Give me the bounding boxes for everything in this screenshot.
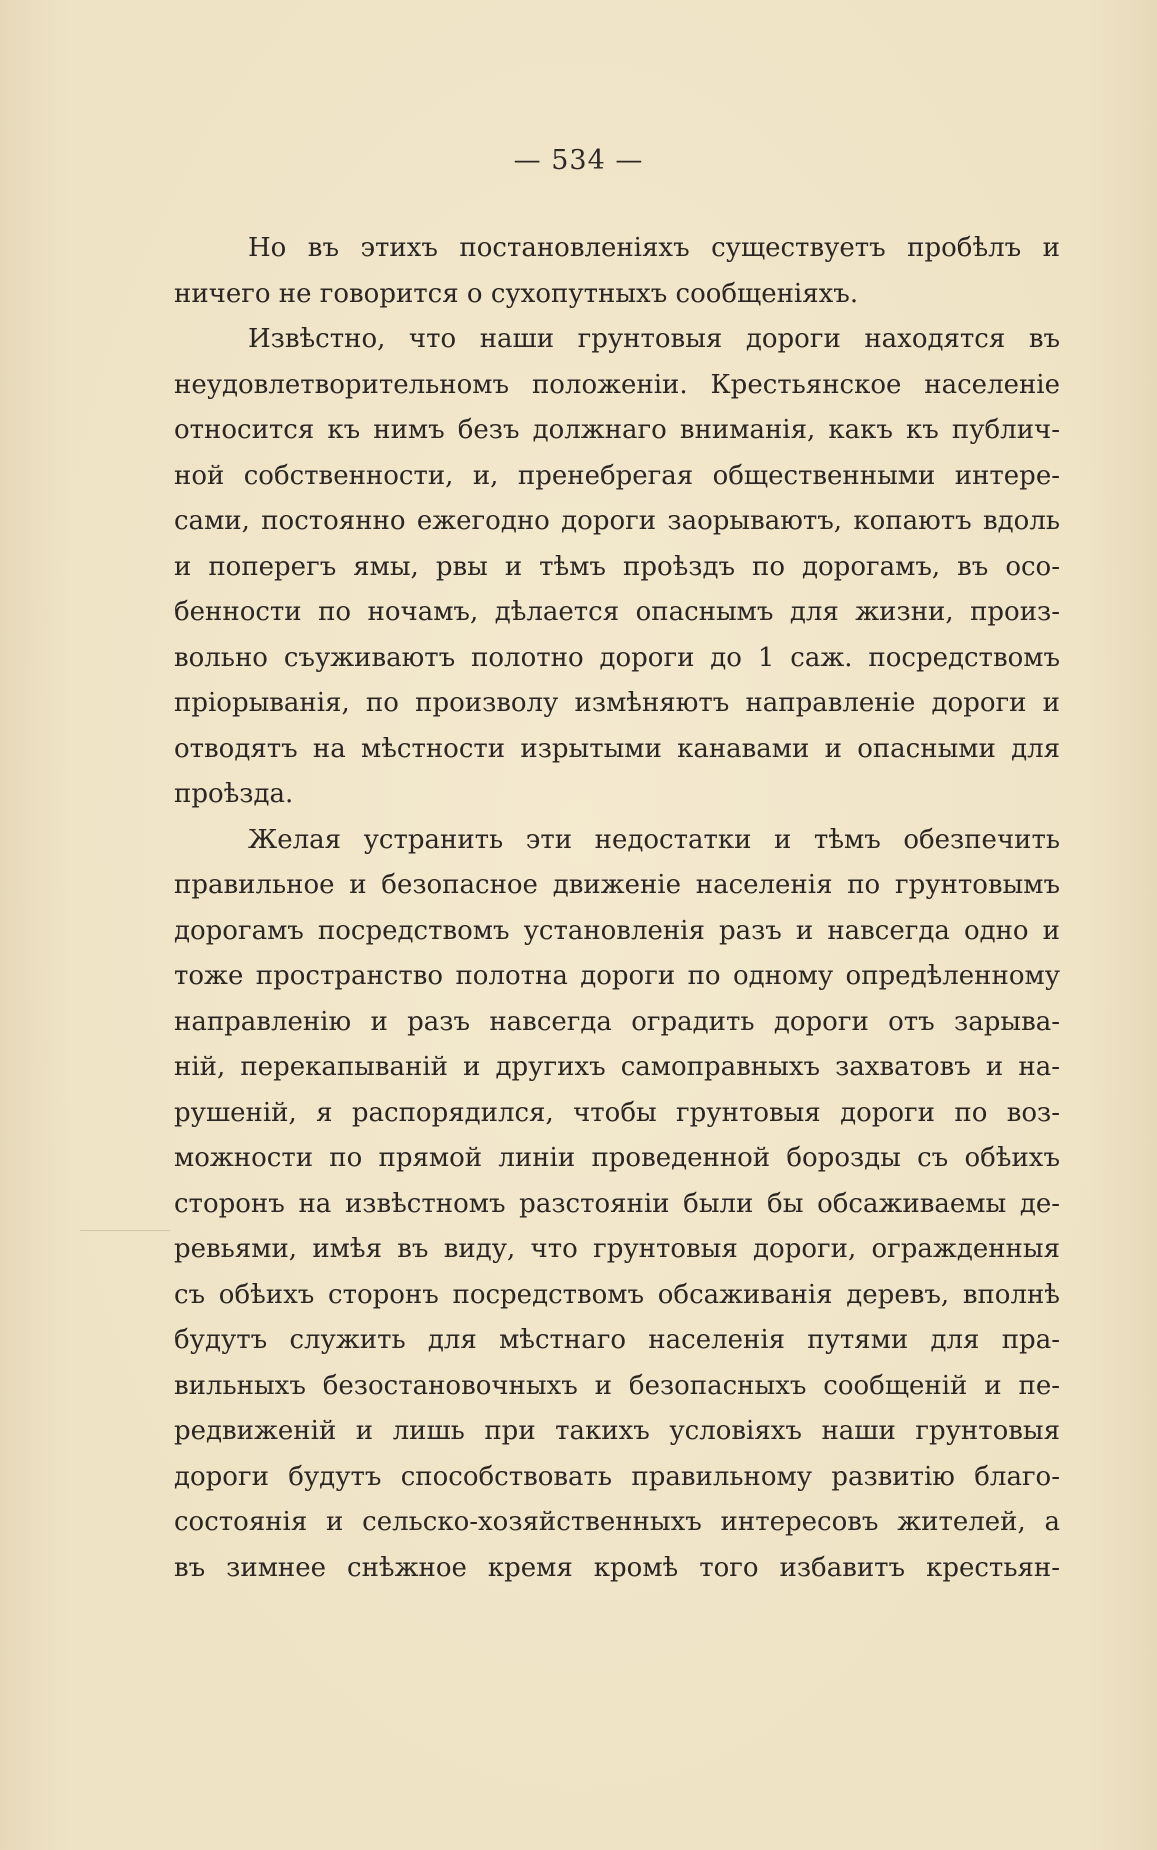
text-line: Желая устранить эти недостатки и тѣмъ обезпечить — [248, 824, 1060, 855]
paragraph-3 — [174, 818, 1060, 1592]
paragraph-2 — [174, 317, 1060, 818]
text-line: направленію и разъ навсегда оградить дороги отъ зарыва- — [174, 1006, 1060, 1037]
text-line: проѣзда. — [174, 779, 294, 809]
text-line: ній, перекапываній и другихъ самоправныхъ захватовъ и на- — [174, 1052, 1060, 1082]
paragraph-1 — [174, 226, 1060, 317]
text-line: ничего не говорится о сухопутныхъ сообщеніяхъ. — [174, 278, 859, 309]
text-line: редвиженій и лишь при такихъ условіяхъ наши грунтовыя — [174, 1416, 1060, 1446]
text-line: пріорыванія, по произволу измѣняютъ направленіе дороги и — [174, 688, 1060, 718]
text-line: вильныхъ безостановочныхъ и безопасныхъ сообщеній и пе- — [174, 1370, 1060, 1401]
text-line: дороги будутъ способствовать правильному развитію благо- — [174, 1461, 1060, 1492]
text-line: ревьями, имѣя въ виду, что грунтовыя дороги, огражденныя — [174, 1234, 1060, 1264]
page-number: — 534 — — [513, 145, 644, 176]
text-line: вольно съуживаютъ полотно дороги до 1 саж. посредствомъ — [174, 642, 1060, 673]
text-line: отводятъ на мѣстности изрытыми канавами и опасными для — [174, 733, 1060, 764]
text-line: въ зимнее снѣжное кремя кромѣ того избавитъ крестьян- — [174, 1552, 1060, 1583]
text-line: состоянія и сельско-хозяйственныхъ интересовъ жителей, а — [174, 1507, 1060, 1537]
text-line: сторонъ на извѣстномъ разстояніи были бы обсаживаемы де- — [174, 1188, 1060, 1219]
margin-mark — [80, 1230, 170, 1231]
text-line: дорогамъ посредствомъ установленія разъ и навсегда одно и — [174, 915, 1060, 946]
text-line: Но въ этихъ постановленіяхъ существуетъ пробѣлъ и — [248, 233, 1060, 263]
text-line: тоже пространство полотна дороги по одному опредѣленному — [174, 961, 1060, 991]
text-line: можности по прямой линіи проведенной борозды съ обѣихъ — [174, 1143, 1060, 1173]
text-line: сами, постоянно ежегодно дороги заорываютъ, копаютъ вдоль — [174, 506, 1060, 536]
text-line: рушеній, я распорядился, чтобы грунтовыя дороги по воз- — [174, 1097, 1060, 1128]
text-line: неудовлетворительномъ положеніи. Крестьянское населеніе — [174, 369, 1060, 400]
text-line: бенности по ночамъ, дѣлается опаснымъ для жизни, произ- — [174, 597, 1060, 627]
text-line: правильное и безопасное движеніе населенія по грунтовымъ — [174, 870, 1060, 900]
body-text — [174, 226, 1060, 1591]
text-line: будутъ служить для мѣстнаго населенія путями для пра- — [174, 1325, 1060, 1355]
text-line: относится къ нимъ безъ должнаго вниманія, какъ къ публич- — [174, 415, 1060, 445]
text-line: и поперегъ ямы, рвы и тѣмъ проѣздъ по дорогамъ, въ осо- — [174, 551, 1060, 582]
text-line: ной собственности, и, пренебрегая общественными интере- — [174, 460, 1060, 491]
text-line: съ обѣихъ сторонъ посредствомъ обсаживанія деревъ, вполнѣ — [174, 1279, 1060, 1310]
text-line: Извѣстно, что наши грунтовыя дороги находятся въ — [248, 324, 1060, 354]
